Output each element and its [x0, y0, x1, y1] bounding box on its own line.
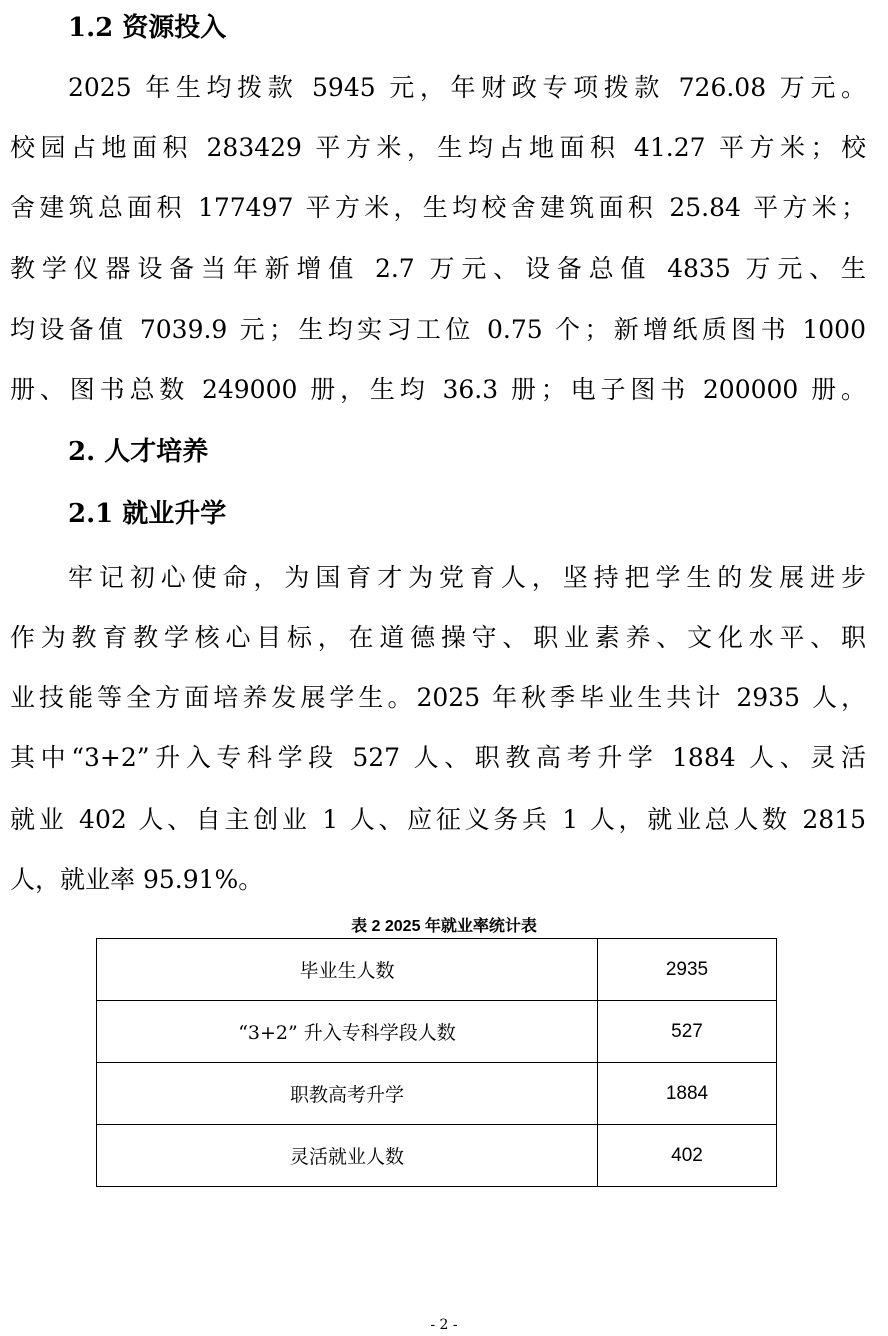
- text-line: 就业 402 人、自主创业 1 人、应征义务兵 1 人，就业总人数 2815: [10, 805, 867, 834]
- table-row: [97, 939, 777, 1001]
- row-label: 毕业生人数: [97, 939, 598, 1001]
- text-line: 均设备值 7039.9 元；生均实习工位 0.75 个；新增纸质图书 1000: [10, 315, 866, 344]
- table-row: [97, 1063, 777, 1125]
- row-value: 2935: [598, 939, 777, 1001]
- table-caption: 表 2 2025 年就业率统计表: [351, 918, 537, 935]
- text-line: 舍建筑总面积 177497 平方米，生均校舍建筑面积 25.84 平方米；: [10, 193, 866, 222]
- row-label: “3+2” 升入专科学段人数: [97, 1001, 598, 1063]
- text-line: 校园占地面积 283429 平方米，生均占地面积 41.27 平方米；校: [10, 133, 866, 162]
- text-line: 人，就业率 95.91%。: [10, 865, 264, 894]
- text-line: 册、图书总数 249000 册，生均 36.3 册；电子图书 200000 册。: [10, 375, 866, 404]
- text-line: 牢记初心使命，为国育才为党育人，坚持把学生的发展进步: [68, 563, 866, 592]
- row-value: 527: [598, 1001, 777, 1063]
- text-line: 作为教育教学核心目标，在道德操守、职业素养、文化水平、职: [10, 623, 866, 652]
- text-line: 2025 年生均拨款 5945 元，年财政专项拨款 726.08 万元。: [68, 73, 866, 102]
- table-row: [97, 1001, 777, 1063]
- row-value: 1884: [598, 1063, 777, 1125]
- section-heading-resources: 1.2 资源投入: [68, 13, 227, 43]
- row-label: 职教高考升学: [97, 1063, 598, 1125]
- text-line: 教学仪器设备当年新增值 2.7 万元、设备总值 4835 万元、生: [10, 254, 866, 283]
- section-heading-talent: 2. 人才培养: [68, 437, 209, 467]
- text-line: 其中“3+2”升入专科学段 527 人、职教高考升学 1884 人、灵活: [10, 743, 866, 772]
- table-row: [97, 1125, 777, 1187]
- employment-table: [96, 938, 777, 1187]
- section-heading-employment: 2.1 就业升学: [68, 499, 227, 529]
- row-value: 402: [598, 1125, 777, 1187]
- page-number: - 2 -: [430, 1317, 458, 1333]
- row-label: 灵活就业人数: [97, 1125, 598, 1187]
- text-line: 业技能等全方面培养发展学生。2025 年秋季毕业生共计 2935 人，: [10, 683, 866, 712]
